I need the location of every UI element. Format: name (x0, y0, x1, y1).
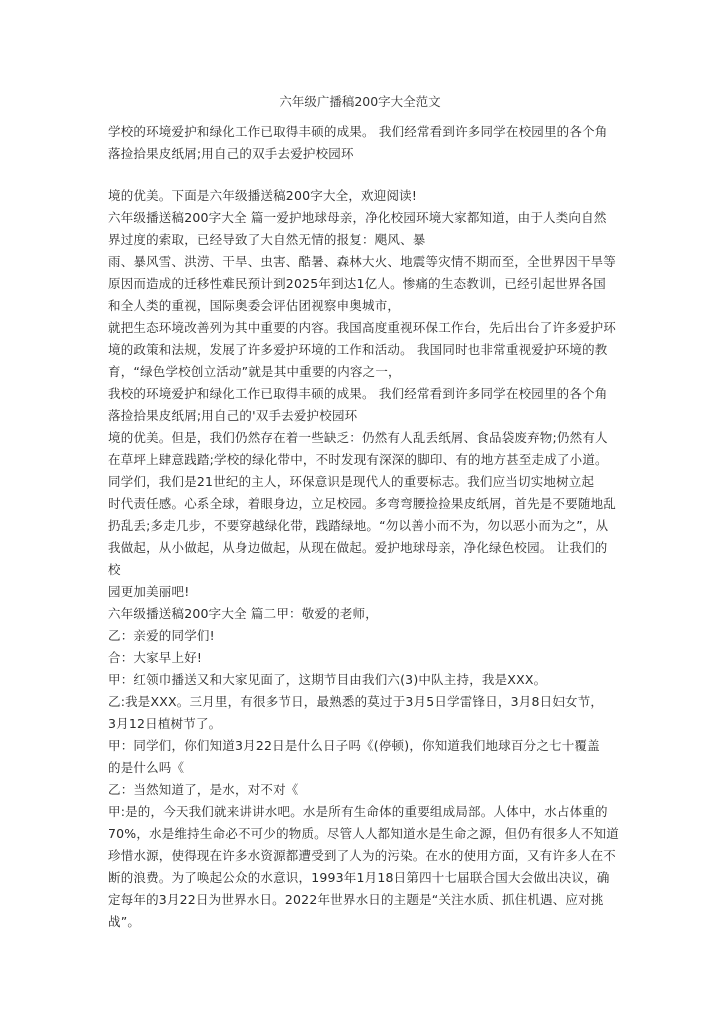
document-title: 六年级广播稿200字大全范文 (279, 94, 441, 109)
text-line: 在草坪上肆意践踏;学校的绿化带中，不时发现有深深的脚印、有的地方甚至走成了小道。 (108, 452, 608, 467)
text-line: 合：大家早上好! (108, 650, 203, 665)
text-line: 断的浪费。为了唤起公众的水意识，1993年1月18日第四十七届联合国大会做出决议，确 (108, 870, 610, 885)
document-body (108, 121, 628, 933)
text-line: 70%，水是维持生命必不可少的物质。尽管人人都知道水是生命之源，但仍有很多人不知道 (108, 826, 619, 841)
text-line: 的是什么吗《 (108, 760, 185, 775)
text-line: 就把生态环境改善列为其中重要的内容。我国高度重视环保工作台，先后出台了许多爱护环 (108, 320, 617, 335)
text-line: 珍惜水源，使得现在许多水资源都遭受到了人为的污染。在水的使用方面，又有许多人在不 (108, 848, 617, 863)
text-line: 境的优美。下面是六年级播送稿200字大全，欢迎阅读! (108, 188, 418, 203)
text-line: 同学们，我们是21世纪的主人，环保意识是现代人的重要标志。我们应当切实地树立起 (108, 474, 595, 489)
text-line: 境的政策和法规，发展了许多爱护环境的工作和活动。 我国同时也非常重视爱护环境的教 (108, 342, 608, 357)
text-line: 学校的环境爱护和绿化工作已取得丰硕的成果。 我们经常看到许多同学在校园里的各个角 (108, 124, 608, 139)
text-line: 落捡拾果皮纸屑;用自己的'双手去爱护校园环 (108, 408, 358, 423)
text-line: 我做起，从小做起，从身边做起，从现在做起。爱护地球母亲，净化绿色校园。 让我们的 (108, 540, 608, 555)
text-line: 战”。 (108, 914, 141, 929)
text-line: 甲：红领巾播送又和大家见面了，这期节目由我们六(3)中队主持，我是XXX。 (108, 672, 547, 687)
text-line: 育，“绿色学校创立活动”就是其中重要的内容之一， (108, 364, 401, 379)
text-line: 乙：亲爱的同学们! (108, 628, 215, 643)
text-line: 六年级播送稿200字大全 篇二甲：敬爱的老师， (108, 606, 378, 621)
text-line: 界过度的索取，已经导致了大自然无情的报复：飓风、暴 (108, 232, 426, 247)
text-line: 3月12日植树节了。 (108, 716, 222, 731)
text-line: 我校的环境爱护和绿化工作已取得丰硕的成果。 我们经常看到许多同学在校园里的各个角 (108, 386, 608, 401)
text-line: 扔乱丢;多走几步，不要穿越绿化带，践踏绿地。“勿以善小而不为，勿以恶小而为之”，从 (108, 518, 609, 533)
text-line: 时代责任感。心系全球，着眼身边，立足校园。多弯弯腰捡捡果皮纸屑，首先是不要随地乱 (108, 496, 617, 511)
text-line: 落捡拾果皮纸屑;用自己的双手去爱护校园环 (108, 146, 354, 161)
text-line: 校 (108, 562, 121, 577)
text-line: 和全人类的重视，国际奥委会评估团视察申奥城市， (108, 298, 401, 313)
text-line: 原因而造成的迁移性难民预计到2025年到达1亿人。惨痛的生态教训，已经引起世界各国 (108, 276, 606, 291)
text-line: 乙:我是XXX。三月里，有很多节日，最熟悉的莫过于3月5日学雷锋日，3月8日妇女节， (108, 694, 604, 709)
text-line: 定每年的3月22日为世界水日。2022年世界水日的主题是“关注水质、抓住机遇、应对挑 (108, 892, 604, 907)
text-line: 园更加美丽吧! (108, 584, 190, 599)
text-line: 雨、暴风雪、洪涝、干旱、虫害、酷暑、森林大火、地震等灾情不期而至，全世界因干旱等 (108, 254, 617, 269)
text-line: 境的优美。但是，我们仍然存在着一些缺乏：仍然有人乱丢纸屑、食品袋废弃物;仍然有人 (108, 430, 608, 445)
text-line: 甲：同学们，你们知道3月22日是什么日子吗《(停顿)，你知道我们地球百分之七十覆盖 (108, 738, 600, 753)
blank-line (108, 165, 628, 185)
text-line: 六年级播送稿200字大全 篇一爱护地球母亲，净化校园环境大家都知道，由于人类向自然 (108, 210, 607, 225)
text-line: 乙：当然知道了，是水，对不对《 (108, 782, 299, 797)
text-line: 甲:是的，今天我们就来讲讲水吧。水是所有生命体的重要组成局部。人体中，水占体重的 (108, 804, 608, 819)
